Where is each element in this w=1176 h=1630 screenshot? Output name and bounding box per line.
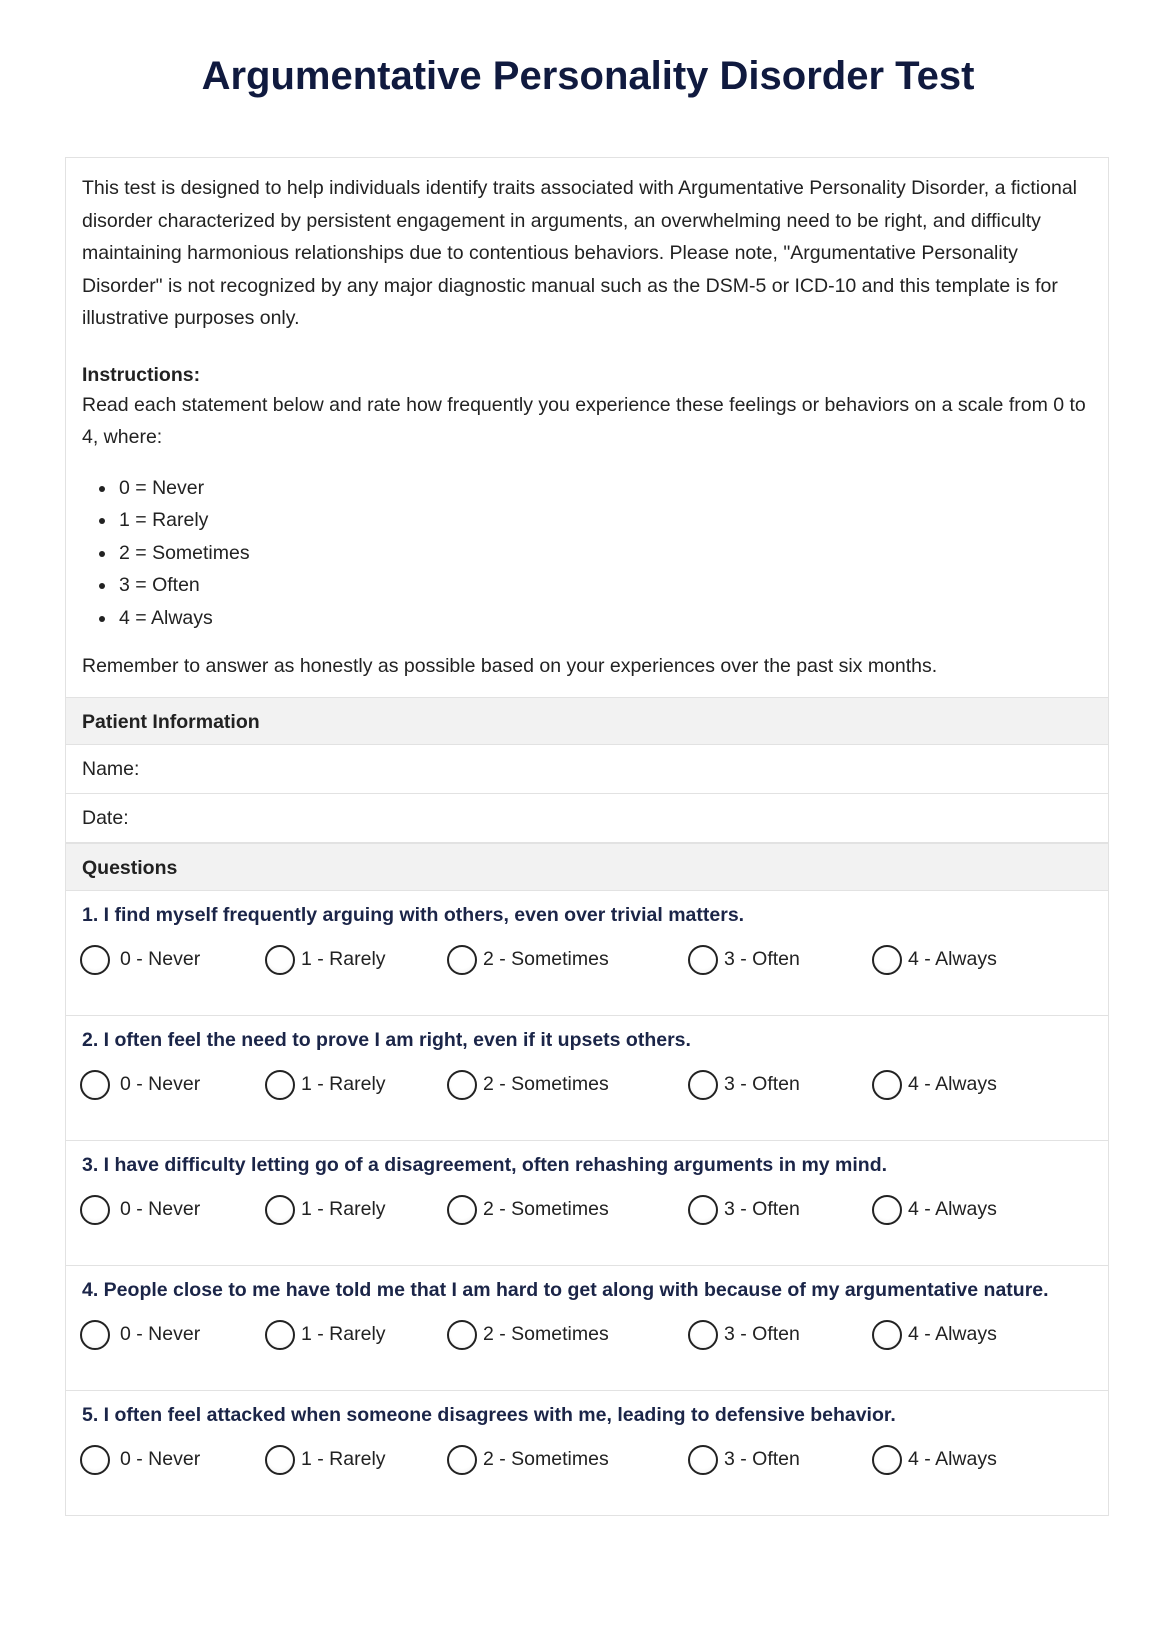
radio-button-icon[interactable] bbox=[447, 945, 477, 975]
option-rarely[interactable]: 1 - Rarely bbox=[265, 1070, 386, 1100]
page-title: Argumentative Personality Disorder Test bbox=[201, 54, 975, 98]
scale-item-often: • 3 = Often bbox=[117, 569, 1092, 602]
option-often[interactable]: 3 - Often bbox=[688, 1195, 800, 1225]
radio-button-icon[interactable] bbox=[447, 1195, 477, 1225]
radio-button-icon[interactable] bbox=[80, 1320, 110, 1350]
option-never[interactable]: 0 - Never bbox=[80, 1320, 200, 1350]
option-always[interactable]: 4 - Always bbox=[872, 1195, 997, 1225]
option-sometimes[interactable]: 2 - Sometimes bbox=[447, 1070, 609, 1100]
option-rarely[interactable]: 1 - Rarely bbox=[265, 945, 386, 975]
question-text: 2. I often feel the need to prove I am right, even if it upsets others. bbox=[82, 1028, 691, 1051]
option-often[interactable]: 3 - Often bbox=[688, 1070, 800, 1100]
answer-options bbox=[82, 1310, 1092, 1390]
date-field[interactable] bbox=[66, 794, 1108, 843]
answer-options bbox=[82, 1435, 1092, 1515]
instructions-text: Read each statement below and rate how frequently you experience these feelings or behaviors on a scale from 0 to 4, where: bbox=[82, 393, 1086, 448]
question-text: 4. People close to me have told me that I am hard to get along with because of my argumentative nature. bbox=[82, 1278, 1049, 1301]
question-item bbox=[66, 891, 1108, 1016]
radio-button-icon[interactable] bbox=[872, 1320, 902, 1350]
option-always[interactable]: 4 - Always bbox=[872, 945, 997, 975]
radio-button-icon[interactable] bbox=[80, 945, 110, 975]
option-often[interactable]: 3 - Often bbox=[688, 1445, 800, 1475]
option-never[interactable]: 0 - Never bbox=[80, 945, 200, 975]
option-often[interactable]: 3 - Often bbox=[688, 1320, 800, 1350]
option-sometimes[interactable]: 2 - Sometimes bbox=[447, 1195, 609, 1225]
radio-button-icon[interactable] bbox=[688, 1070, 718, 1100]
radio-button-icon[interactable] bbox=[872, 1445, 902, 1475]
radio-button-icon[interactable] bbox=[80, 1195, 110, 1225]
option-always[interactable]: 4 - Always bbox=[872, 1320, 997, 1350]
rating-scale-list bbox=[82, 472, 1092, 635]
instructions-heading: Instructions: bbox=[82, 363, 201, 386]
test-description: This test is designed to help individuals identify traits associated with Argumentative Personality Disorder, a fictional disorder characterized by persistent engagement in arguments, an overwhelming need to be right, and difficulty maintaining harmonious relationships due to contentious behaviors. Please note, "Argumentative Personality Disorder" is not recognized by any major diagnostic manual such as the DSM-5 or ICD-10 and this template is for illustrative purposes only. bbox=[82, 177, 1078, 329]
radio-button-icon[interactable] bbox=[265, 945, 295, 975]
question-item bbox=[66, 1266, 1108, 1391]
option-always[interactable]: 4 - Always bbox=[872, 1070, 997, 1100]
option-sometimes[interactable]: 2 - Sometimes bbox=[447, 1320, 609, 1350]
radio-button-icon[interactable] bbox=[688, 945, 718, 975]
radio-button-icon[interactable] bbox=[265, 1070, 295, 1100]
option-often[interactable]: 3 - Often bbox=[688, 945, 800, 975]
answer-options bbox=[82, 1185, 1092, 1265]
question-item bbox=[66, 1141, 1108, 1266]
option-sometimes[interactable]: 2 - Sometimes bbox=[447, 1445, 609, 1475]
option-always[interactable]: 4 - Always bbox=[872, 1445, 997, 1475]
radio-button-icon[interactable] bbox=[872, 945, 902, 975]
question-text: 3. I have difficulty letting go of a disagreement, often rehashing arguments in my mind. bbox=[82, 1153, 888, 1176]
radio-button-icon[interactable] bbox=[265, 1445, 295, 1475]
scale-item-never: • 0 = Never bbox=[117, 472, 1092, 505]
scale-item-rarely: • 1 = Rarely bbox=[117, 504, 1092, 537]
scale-item-sometimes: • 2 = Sometimes bbox=[117, 537, 1092, 570]
answer-options bbox=[82, 1060, 1092, 1140]
radio-button-icon[interactable] bbox=[688, 1195, 718, 1225]
radio-button-icon[interactable] bbox=[872, 1195, 902, 1225]
questions-header: Questions bbox=[66, 843, 1108, 891]
reminder-text: Remember to answer as honestly as possible based on your experiences over the past six months. bbox=[82, 655, 938, 677]
intro-section bbox=[66, 158, 1108, 697]
radio-button-icon[interactable] bbox=[447, 1445, 477, 1475]
question-text: 1. I find myself frequently arguing with others, even over trivial matters. bbox=[82, 903, 745, 926]
radio-button-icon[interactable] bbox=[447, 1320, 477, 1350]
question-item bbox=[66, 1016, 1108, 1141]
radio-button-icon[interactable] bbox=[80, 1070, 110, 1100]
option-never[interactable]: 0 - Never bbox=[80, 1445, 200, 1475]
radio-button-icon[interactable] bbox=[265, 1320, 295, 1350]
option-rarely[interactable]: 1 - Rarely bbox=[265, 1445, 386, 1475]
radio-button-icon[interactable] bbox=[688, 1445, 718, 1475]
scale-item-always: • 4 = Always bbox=[117, 602, 1092, 635]
radio-button-icon[interactable] bbox=[80, 1445, 110, 1475]
radio-button-icon[interactable] bbox=[872, 1070, 902, 1100]
radio-button-icon[interactable] bbox=[688, 1320, 718, 1350]
test-form bbox=[65, 157, 1109, 1516]
answer-options bbox=[82, 935, 1092, 1015]
date-label: Date: bbox=[82, 806, 129, 829]
question-item bbox=[66, 1391, 1108, 1515]
option-rarely[interactable]: 1 - Rarely bbox=[265, 1195, 386, 1225]
questions-list bbox=[66, 891, 1108, 1515]
patient-info-header: Patient Information bbox=[66, 697, 1108, 745]
option-rarely[interactable]: 1 - Rarely bbox=[265, 1320, 386, 1350]
option-sometimes[interactable]: 2 - Sometimes bbox=[447, 945, 609, 975]
question-text: 5. I often feel attacked when someone disagrees with me, leading to defensive behavior. bbox=[82, 1403, 896, 1426]
option-never[interactable]: 0 - Never bbox=[80, 1070, 200, 1100]
option-never[interactable]: 0 - Never bbox=[80, 1195, 200, 1225]
name-label: Name: bbox=[82, 757, 140, 780]
radio-button-icon[interactable] bbox=[265, 1195, 295, 1225]
name-field[interactable] bbox=[66, 745, 1108, 794]
radio-button-icon[interactable] bbox=[447, 1070, 477, 1100]
